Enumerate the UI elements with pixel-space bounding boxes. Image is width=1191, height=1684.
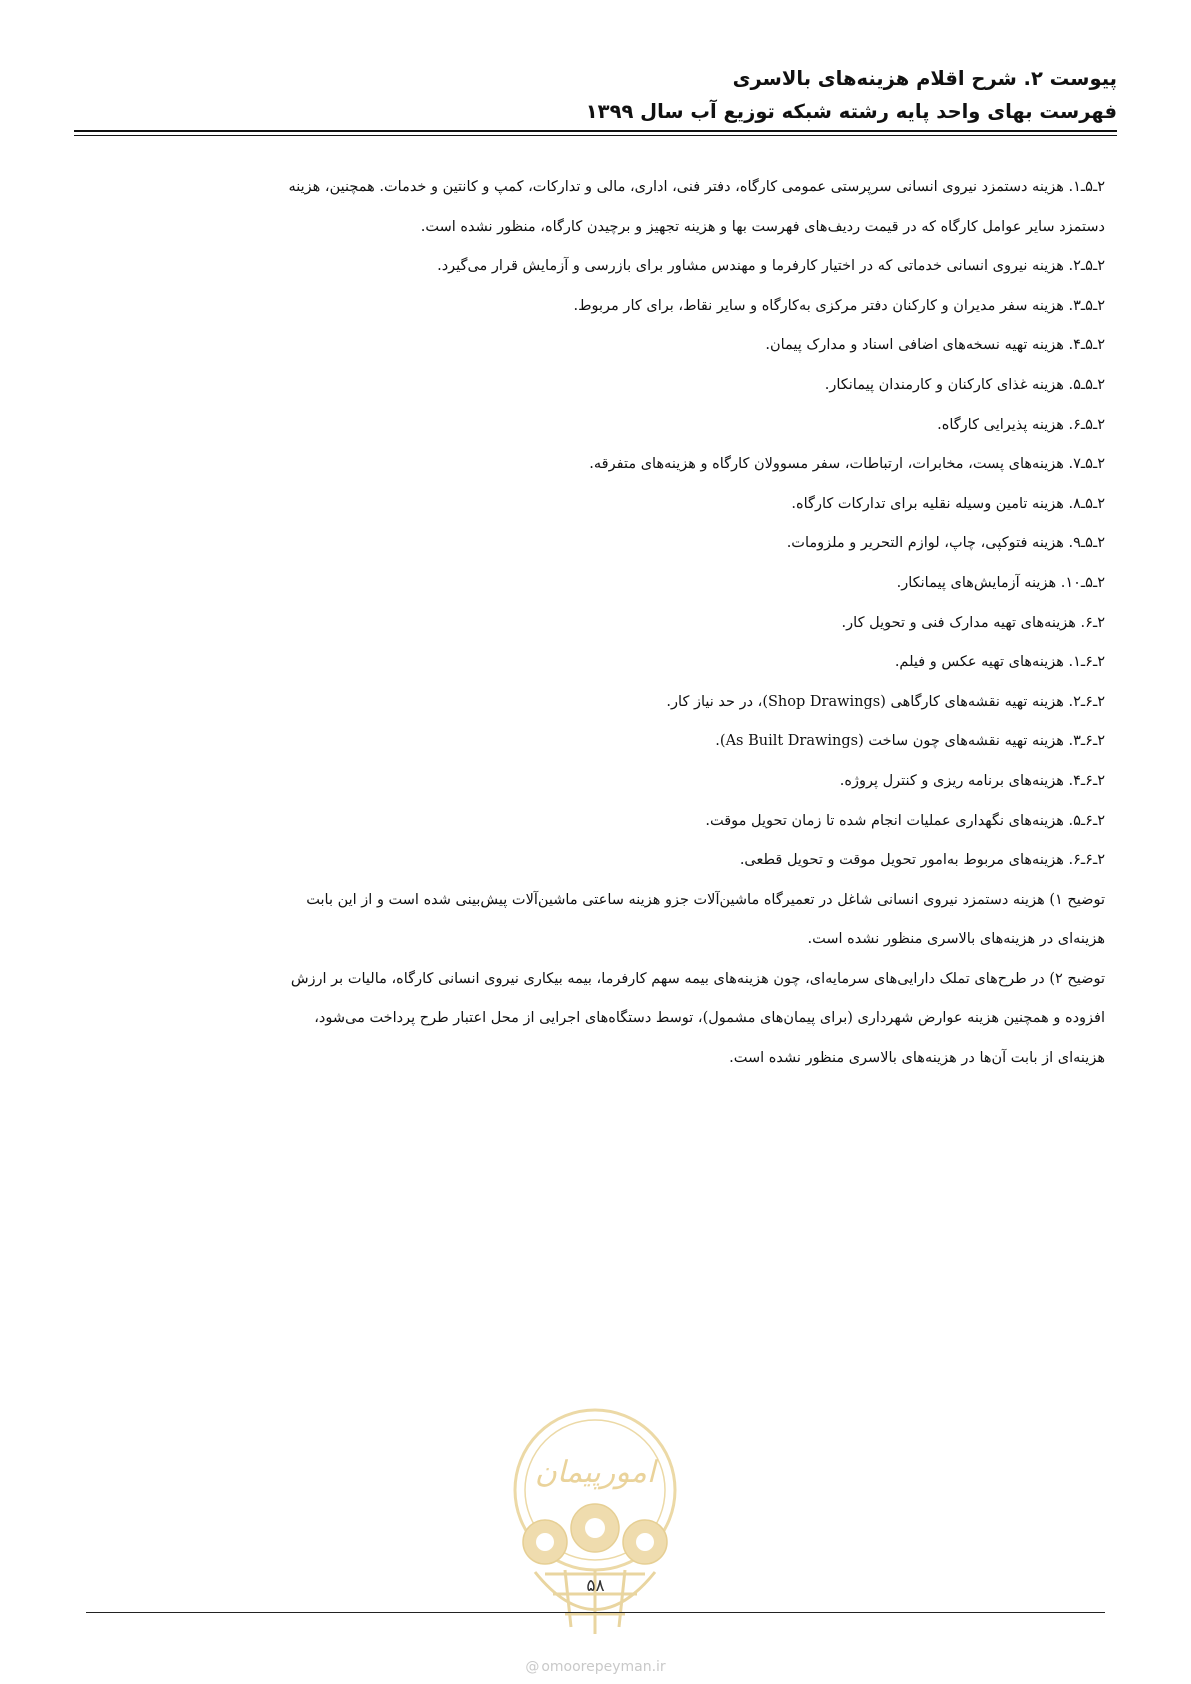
paragraph-2-5-6: ۲ـ۵ـ۶. هزینه پذیرایی کارگاه.: [937, 416, 1105, 433]
site-url-text: omoorepeyman.ir: [541, 1659, 666, 1675]
text-line: دستمزد سایر عوامل کارگاه که در قیمت ردیف‌های فهرست بها و هزینه تجهیز و برچیدن کارگاه، منظور نشده است.: [420, 218, 1105, 235]
paragraph-2-5-3: ۲ـ۵ـ۳. هزینه سفر مدیران و کارکنان دفتر مرکزی به‌کارگاه و سایر نقاط، برای کار مربوط.: [573, 297, 1105, 314]
paragraph-2-5-4: ۲ـ۵ـ۴. هزینه تهیه نسخه‌های اضافی اسناد و مدارک پیمان.: [765, 337, 1105, 354]
paragraph-2-6-5: ۲ـ۶ـ۵. هزینه‌های نگهداری عملیات انجام شده تا زمان تحویل موقت.: [705, 812, 1105, 829]
text-line: توضیح ۱) هزینه دستمزد نیروی انسانی شاغل در تعمیرگاه ماشین‌آلات جزو هزینه ساعتی ماشین‌آلات پیش‌بینی شده است و از این بابت: [306, 891, 1105, 908]
text-line: هزینه‌ای در هزینه‌های بالاسری منظور نشده است.: [807, 931, 1105, 948]
site-url: [0, 1659, 1191, 1675]
paragraph-2-5-2: ۲ـ۵ـ۲. هزینه نیروی انسانی خدماتی که در اختیار کارفرما و مهندس مشاور برای بازرسی و آزمایش قرار می‌گیرد.: [437, 258, 1105, 275]
text-line: ۲ـ۵ـ۱. هزینه دستمزد نیروی انسانی سرپرستی عمومی کارگاه، دفتر فنی، اداری، مالی و تدارکات، کمپ و کانتین و خدمات. همچنین، هزینه: [288, 179, 1105, 195]
paragraph-2-6-1: ۲ـ۶ـ۱. هزینه‌های تهیه عکس و فیلم.: [894, 654, 1105, 671]
paragraph-2-6-4: ۲ـ۶ـ۴. هزینه‌های برنامه ریزی و کنترل پروژه.: [839, 772, 1105, 789]
paragraph-2-5-9: ۲ـ۵ـ۹. هزینه فتوکپی، چاپ، لوازم التحریر و ملزومات.: [786, 535, 1105, 552]
paragraph-2-5-7: ۲ـ۵ـ۷. هزینه‌های پست، مخابرات، ارتباطات، سفر مسوولان کارگاه و هزینه‌های متفرقه.: [589, 456, 1105, 473]
at-icon: @: [525, 1659, 540, 1675]
header-divider-thick: [74, 130, 1117, 132]
footer-divider: [86, 1612, 1105, 1613]
paragraph-2-5-8: ۲ـ۵ـ۸. هزینه تامین وسیله نقلیه برای تدارکات کارگاه.: [791, 495, 1105, 512]
paragraph-2-6-3: ۲ـ۶ـ۳. هزینه تهیه نقشه‌های چون ساخت (As Built Drawings).: [715, 733, 1105, 750]
body-content: [86, 168, 1105, 1079]
paragraph-2-6-6: ۲ـ۶ـ۶. هزینه‌های مربوط به‌امور تحویل موقت و تحویل قطعی.: [739, 852, 1105, 869]
paragraph-2-5-5: ۲ـ۵ـ۵. هزینه غذای کارکنان و کارمندان پیمانکار.: [824, 376, 1105, 393]
note-2: [86, 960, 1105, 1079]
appendix-title: پیوست ۲. شرح اقلام هزینه‌های بالاسری: [732, 67, 1117, 90]
paragraph-2-5-1: [86, 168, 1105, 247]
svg-text:امورپیمان: امورپیمان: [534, 1455, 656, 1490]
page-header: [74, 62, 1117, 128]
text-line: افزوده و همچنین هزینه عوارض شهرداری (برای پیمان‌های مشمول)، توسط دستگاه‌های اجرایی از محل اعتبار طرح پرداخت می‌شود،: [314, 1010, 1105, 1027]
text-line: توضیح ۲) در طرح‌های تملک دارایی‌های سرمایه‌ای، چون هزینه‌های بیمه سهم کارفرما، بیمه بیکاری نیروی انسانی کارگاه، مالیات بر ارزش: [290, 970, 1105, 987]
paragraph-2-6-2: ۲ـ۶ـ۲. هزینه تهیه نقشه‌های کارگاهی (Shop Drawings)، در حد نیاز کار.: [666, 693, 1105, 710]
header-divider-thin: [74, 135, 1117, 136]
note-1: [86, 881, 1105, 960]
section-heading-2-6: ۲ـ۶. هزینه‌های تهیه مدارک فنی و تحویل کار.: [841, 614, 1105, 631]
page-number: ۵۸: [586, 1576, 605, 1596]
document-title: فهرست بهای واحد پایه رشته شبکه توزیع آب سال ۱۳۹۹: [585, 100, 1117, 123]
watermark-logo: [505, 1402, 685, 1652]
text-line: هزینه‌ای از بابت آن‌ها در هزینه‌های بالاسری منظور نشده است.: [729, 1050, 1105, 1067]
paragraph-2-5-10: ۲ـ۵ـ۱۰. هزینه آزمایش‌های پیمانکار.: [896, 574, 1105, 591]
